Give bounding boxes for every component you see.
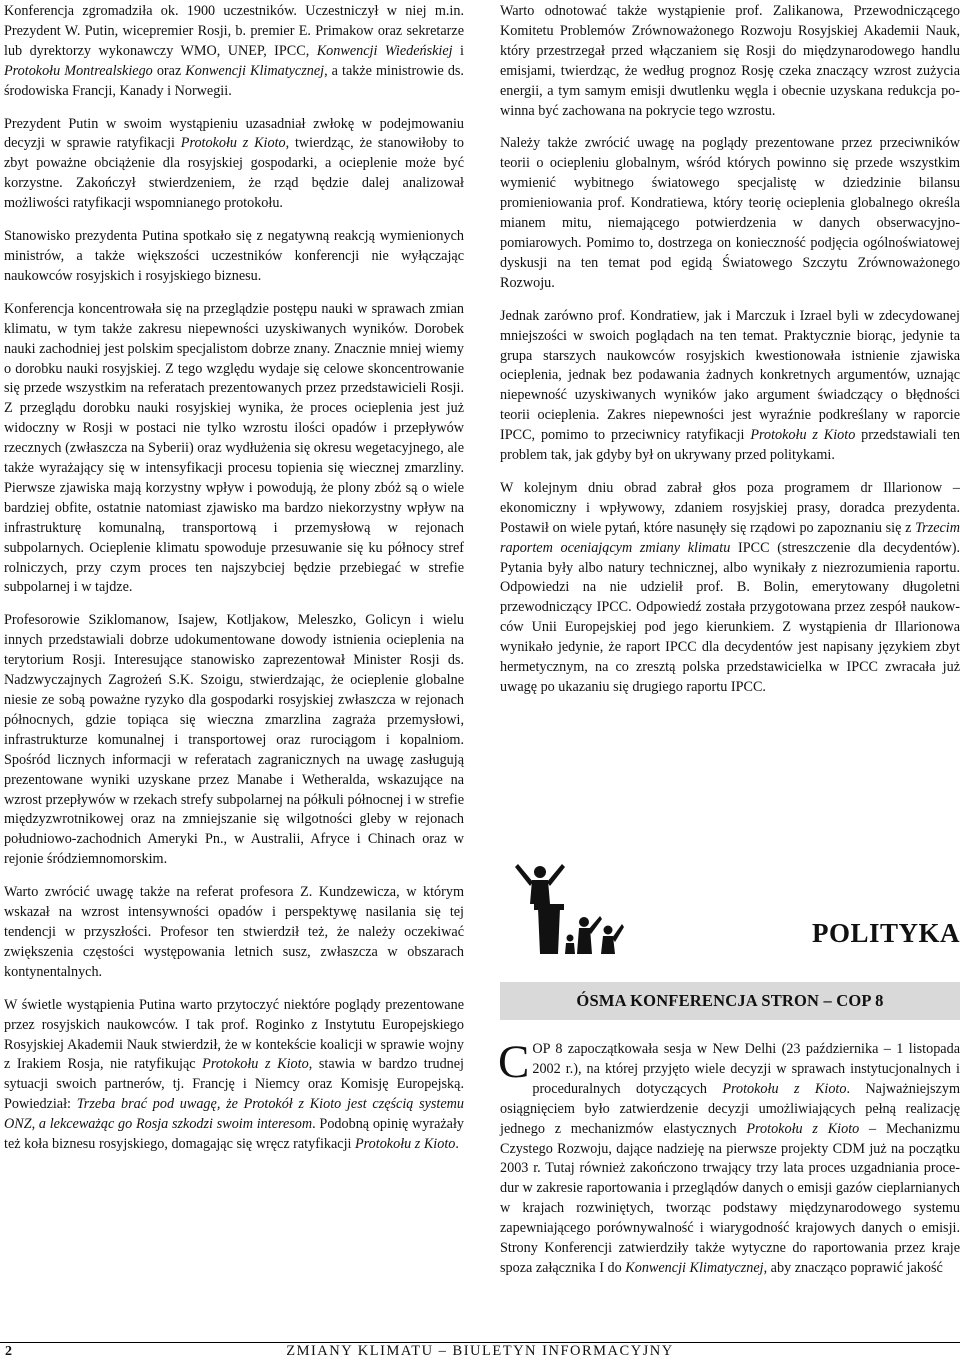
text-run: , twierdząc, że stanowiłoby to zbyt poważne obciążenie dla rosyjskiej gospodarki, a ocieplenie może być korzystne. Zakończył stwierdzeniem, że rząd będzie dalej analizował możliwości ratyfikacji wspomnianego protokołu. bbox=[4, 135, 465, 212]
article-paragraph bbox=[498, 1036, 960, 1279]
article-title: ÓSMA KONFERENCJA STRON – COP 8 bbox=[576, 991, 884, 1010]
text-run: . Podobną opinię wyrażały też koła biznesu rosyjskiego, domagając się wręcz ratyfikacji bbox=[4, 1116, 465, 1153]
orator-silhouette-icon bbox=[500, 858, 630, 958]
italic-phrase: Protokołu z Kioto bbox=[355, 1136, 456, 1153]
text-run: Jednak zarówno prof. Kondratiew, jak i Marczuk i Izrael byli w zdecydowanej mniejszości w swoich poglądach na ten temat. Praktycznie biorąc, jedynie ta grupa starszych naukowców rosyjskich kwestionowała istnienie zjawiska ocieplenia, jednak bez podawania żadnych konkretnych argumentów, uznając niepewność uzyskiwanych wyników jako argument świadczący o błędności teorii ocieplenia. Zakres niepewności jest wyraźnie podkreślany w raporcie IPCC, pomimo to przeciwnicy ratyfikacji bbox=[500, 307, 960, 444]
italic-phrase: Konwencji Klimatycznej bbox=[625, 1259, 764, 1276]
text-run: . Najważniejszym osiągnięciem było zatwierdzenie decyzji umożliwiających pełną realizację jednego z mechanizmów elastycznych bbox=[500, 1080, 960, 1137]
text-run: Konferencja koncentrowała się na przeglądzie postępu nauki w sprawach zmian klimatu, w tym także zakresu niepewności uzyskiwanych wyników. Dorobek nauki zachodniej jest polskim specjalistom dobrze znany. Znacznie mniej wiemy o dorobku nauki rosyjskiej. Z tego względu wydaje się celowe skoncentrowanie się przede wszystkim na referatach prezentowanych przez przedstawicieli Rosji. Z przeglądu dorobku nauki rosyjskiej wynika, że proces ocieplenia jest już widoczny w Rosji w postaci nie tylko wzrostu ilości opadów i przepływów rzecznych (zwłaszcza na Syberii) oraz wydłużenia się okresu wegetacyjnego, ale także wyrażający się w intensyfikacji procesu topienia się wiecznej zmarzliny. Pierwsze zjawiska mają korzystny wpływ i powodują, że plony zbóż są o wiele bardziej obfite, ostatnie natomiast zjawisko ma bardzo niekorzystny wpływ na infrastrukturę komunalną, transportową i przemysłową w rejonach subpolarnych. Ocieplenie klimatu spowoduje przesuwanie się ku północy stref rolniczych, przy czym proces ten najszybciej będzie przebiegać w strefie subpolarnej i w tajdze. bbox=[4, 300, 464, 596]
text-run: . bbox=[455, 1136, 459, 1153]
italic-phrase: Trzeba brać pod uwagę, że Protokół z Kioto jest częścią systemu ONZ, a lekceważąc go Rosja szkodzi swoim interesom bbox=[4, 1096, 464, 1133]
text-run: W kolejnym dniu obrad zabrał głos poza programem dr Illarionow – ekonomiczny i wpływowy, zdaniem rosyjskiej prasy, doradca prezydenta. Postawił on wiele pytań, które nasunęły się rządowi po zapoznaniu się z bbox=[500, 479, 960, 536]
paragraph bbox=[4, 115, 464, 215]
paragraph bbox=[4, 227, 464, 287]
italic-phrase: Trzecim raportem oceniającym zmiany klimatu bbox=[500, 519, 960, 556]
text-run: Profesorowie Sziklomanow, Isajew, Kotljakow, Meleszko, Golicyn i wielu innych przedstawiali dobrze udokumentowane dowody istnienia ocieplenia na terytorium Rosji. Interesujące stanowisko zaprezentował Minister Rosji ds. Nadzwyczajnych Zagrożeń S.K. Szoigu, stwierdzając, że ocieplenie globalne niesie ze sobą poważne ryzyko dla gospodarki rosyjskiej zwłaszcza w rejonach północnych, gdzie topiąca się wieczna zmarzlina zagraża przemysłowi, infrastrukturze komunalnej i transportowej oraz rurociągom i kopalniom. Spośród licznych informacji w referatach zagranicznych na uwagę zasługują prezentowane wyniki uzyskane przez Manabe i Wetheralda, wskazujące na wzrost przepływów w rzekach strefy subpolarnej na półkuli północnej i w strefie międzyzwrotnikowej oraz na zmniejszanie się wilgotności gleby w rejonach południowo-zachodnich Ameryki Pn., w Australii, Afryce i Chinach oraz w rejonie śródziemnomorskim. bbox=[4, 612, 464, 868]
text-run: Prezydent Putin w swoim wystąpieniu uzasadniał zwłokę w podejmowaniu decyzji w sprawie ratyfikacji bbox=[4, 115, 464, 152]
section-title: POLITYKA bbox=[811, 918, 960, 948]
paragraph bbox=[4, 883, 464, 983]
text-run: Konferencja zgromadziła ok. 1900 uczestników. Uczestniczył w niej m.in. Prezydent W. Putin, wicepremier Rosji, b. premier E. Primakow oraz sekretarze lub dyrektorzy wykonawczy WMO, UNEP, IPCC, bbox=[4, 3, 464, 59]
italic-phrase: Protokołu z Kioto bbox=[180, 135, 286, 152]
text-run: przedstawiali ten problem tak, jak gdyby był on ukrywany przed politykami. bbox=[500, 427, 960, 464]
paragraph bbox=[4, 996, 464, 1155]
text-run: W świetle wystąpienia Putina warto przytoczyć niektóre poglądy prezentowane przez rosyjskich naukowców. I tak prof. Roginko z Instytutu Europejskiego Rosyjskiej Akademii Nauk stwierdził, że w kontekście koalicji w sprawie wojny z Irakiem Rosja, nie ratyfikując bbox=[4, 996, 464, 1073]
paragraph bbox=[4, 2, 464, 102]
paragraph bbox=[500, 2, 960, 121]
drop-cap: C bbox=[498, 1036, 530, 1088]
text-run: i bbox=[452, 42, 464, 59]
text-run: Warto zwrócić uwagę także na referat profesora Z. Kundzewicza, w którym wskazał na wzrost intensywności opadów i perspektywę nasilania się tej tendencji w przyszłości. Profesor ten stwierdził też, że należy oczekiwać zwiększenia częstości występowania letnich susz, zwłaszcza w obszarach kontynentalnych. bbox=[4, 884, 464, 980]
italic-phrase: Protokołu z Kioto bbox=[750, 427, 856, 444]
italic-phrase: Konwencji Wiedeńskiej bbox=[316, 42, 453, 59]
text-run: Należy także zwrócić uwagę na poglądy prezentowane przez przeciwników teorii o ociepleniu globalnym, wśród których powinno się przede wszystkim wymienić wybitnego światowego specjalistę w dziedzinie bilansu promieniowania prof. Kondratiewa, który teorię ocieplenia globalnego określa mianem mitu, niemającego potwierdzenia w danych obserwacyjno-pomiarowych. Pomimo to, dostrzega on konieczność podjęcia ogólnoświatowej dyskusji na ten temat pod egidą Światowego Szczytu Zrównoważonego Rozwoju. bbox=[500, 135, 960, 291]
paragraph bbox=[500, 307, 960, 466]
text-run: , stawia w bardzo trudnej sytuacji swoich partnerów, tj. Francję i Niemcy oraz Komisję Europejską. Powiedział: bbox=[4, 1056, 464, 1113]
text-run: oraz bbox=[152, 62, 186, 79]
italic-phrase: Protokołu z Kioto bbox=[746, 1120, 860, 1137]
text-run: IPCC (streszczenie dla decydentów). Pytania były albo natury technicznej, albo wynikały z niezrozumienia raportu. Odpowiedzi na nie udzielił prof. B. Bolin, emerytowany długoletni przewodniczący IPCC. Odpowiedź została przygotowana przez zespół naukowców Unii Europejskiej pod jego kierunkiem. Z wystąpienia dr Illarionowa wynikało jedynie, że raport IPCC dla decydentów jest napisany językiem zbyt hermetycznym, na co zresztą polska przedstawicielka w IPCC zwracała już uwagę po ukazaniu się drugiego raportu IPCC. bbox=[500, 539, 960, 695]
italic-phrase: Konwencji Klimatycznej bbox=[185, 62, 325, 79]
italic-phrase: Protokołu z Kioto bbox=[202, 1056, 309, 1073]
text-run: , aby znacząco poprawić jakość bbox=[763, 1259, 943, 1276]
running-footer: ZMIANY KLIMATU – BIULETYN INFORMACYJNY bbox=[286, 1343, 674, 1359]
text-run: Stanowisko prezydenta Putina spotkało się z negatywną reakcją wymienionych ministrów, a także większości uczestników konferencji nie wyłączając naukowców rosyjskich i rosyjskiego biznesu. bbox=[4, 228, 464, 284]
text-run: – Mechanizmu Czystego Rozwoju, dające nadzieję na pierwsze projekty CDM już na początku 2003 r. Tutaj również zakończono trwający trzy lata proces uzgadniania procedur w zakresie raportowania i przeglądów danych o emisji gazów cieplarnianych w krajach rozwiniętych, tworząc podstawy międzynarodowego systemu zapewniającego porównywalność i wiarygodność krajowych danych o emisji. Strony Konferencji zatwierdziły także wytyczne do raportowania przez kraje spoza załącznika I do bbox=[500, 1120, 960, 1276]
text-run: Warto odnotować także wystąpienie prof. Zalikanowa, Przewodniczącego Komitetu Problemów Zrównoważonego Rozwoju Rosyjskiej Akademii Nauk, który przestrzegał przed włączaniem się Rosji do międzynarodowego handlu emisjami, twierdząc, że według prognoz Rosję czeka znaczący wzrost zużycia energii, a tym samym emisji dwutlenku węgla i obecnie uzyskana redukcja powinna być zachowana na pokrycie tego wzrostu. bbox=[500, 3, 960, 119]
page-number: 2 bbox=[5, 1344, 12, 1359]
text-run: OP 8 zapoczątkowała sesja w New Delhi (23 października – 1 listopada 2002 r.), na której przyjęto wiele decyzji w sprawach instytucjonalnych i proceduralnych dotyczących bbox=[532, 1041, 960, 1097]
right-column bbox=[500, 2, 960, 711]
left-column bbox=[4, 2, 464, 1168]
paragraph bbox=[500, 479, 960, 698]
paragraph bbox=[4, 300, 464, 599]
article-title-bar bbox=[500, 982, 960, 1020]
article-body bbox=[498, 1036, 960, 1279]
italic-phrase: Protokołu Montrealskiego bbox=[4, 62, 153, 79]
paragraph bbox=[4, 611, 464, 870]
paragraph bbox=[500, 134, 960, 293]
text-run: , a także ministrowie ds. środowiska Francji, Kanady i Norwegii. bbox=[4, 62, 464, 99]
italic-phrase: Protokołu z Kioto bbox=[722, 1080, 847, 1097]
